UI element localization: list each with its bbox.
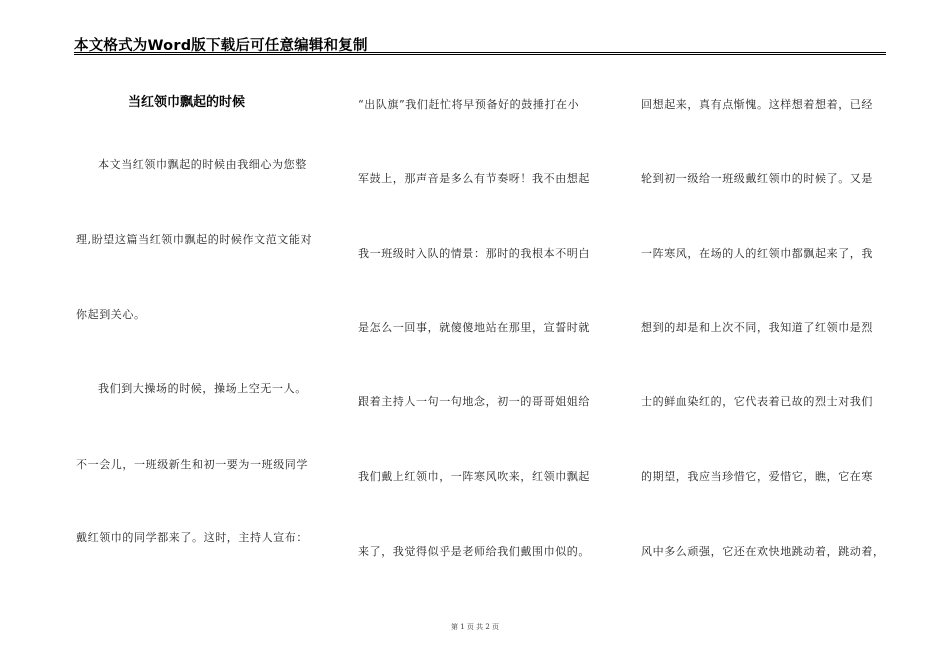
paragraph-line: 风中多么顽强，它还在欢快地跳动着，跳动着， <box>641 545 885 558</box>
paragraph-line: “出队旗”我们赶忙将早预备好的鼓捶打在小 <box>358 98 580 111</box>
header-rule-secondary <box>74 54 886 55</box>
paragraph-line: 是怎么一回事，就傻傻地站在那里，宣誓时就 <box>358 321 590 334</box>
paragraph-line: 不一会儿，一班级新生和初一要为一班级同学 <box>76 458 308 471</box>
document-header: 本文格式为Word版下载后可任意编辑和复制 <box>74 38 368 54</box>
paragraph-line: 来了，我觉得似乎是老师给我们戴围巾似的。 <box>358 545 590 558</box>
header-rule <box>74 52 886 53</box>
paragraph-line: 我们戴上红领巾，一阵寒风吹来，红领巾飘起 <box>358 470 590 483</box>
paragraph-line: 一阵寒风，在场的人的红领巾都飘起来了，我 <box>641 247 873 260</box>
paragraph-line: 轮到初一级给一班级戴红领巾的时候了。又是 <box>641 172 873 185</box>
page-indicator: 第 1 页 共 2 页 <box>450 623 500 631</box>
paragraph-line: 本文当红领巾飘起的时候由我细心为您整 <box>98 158 307 171</box>
article-title: 当红领巾飘起的时候 <box>128 95 246 110</box>
paragraph-line: 士的鲜血染红的，它代表着已故的烈士对我们 <box>641 395 873 408</box>
paragraph-line: 的期望，我应当珍惜它，爱惜它，瞧，它在寒 <box>641 470 873 483</box>
paragraph-line: 我一班级时入队的情景：那时的我根本不明白 <box>358 247 590 260</box>
paragraph-line: 戴红领巾的同学都来了。这时，主持人宣布： <box>76 531 308 544</box>
paragraph-line: 回想起来，真有点惭愧。这样想着想着，已经 <box>641 98 873 111</box>
paragraph-line: 理,盼望这篇当红领巾飘起的时候作文范文能对 <box>76 233 313 246</box>
paragraph-line: 想到的却是和上次不同，我知道了红领巾是烈 <box>641 321 873 334</box>
paragraph-line: 跟着主持人一句一句地念，初一的哥哥姐姐给 <box>358 395 590 408</box>
paragraph-line: 军鼓上，那声音是多么有节奏呀！我不由想起 <box>358 172 590 185</box>
paragraph-line: 我们到大操场的时候，操场上空无一人。 <box>98 382 307 395</box>
paragraph-line: 你起到关心。 <box>76 308 146 321</box>
